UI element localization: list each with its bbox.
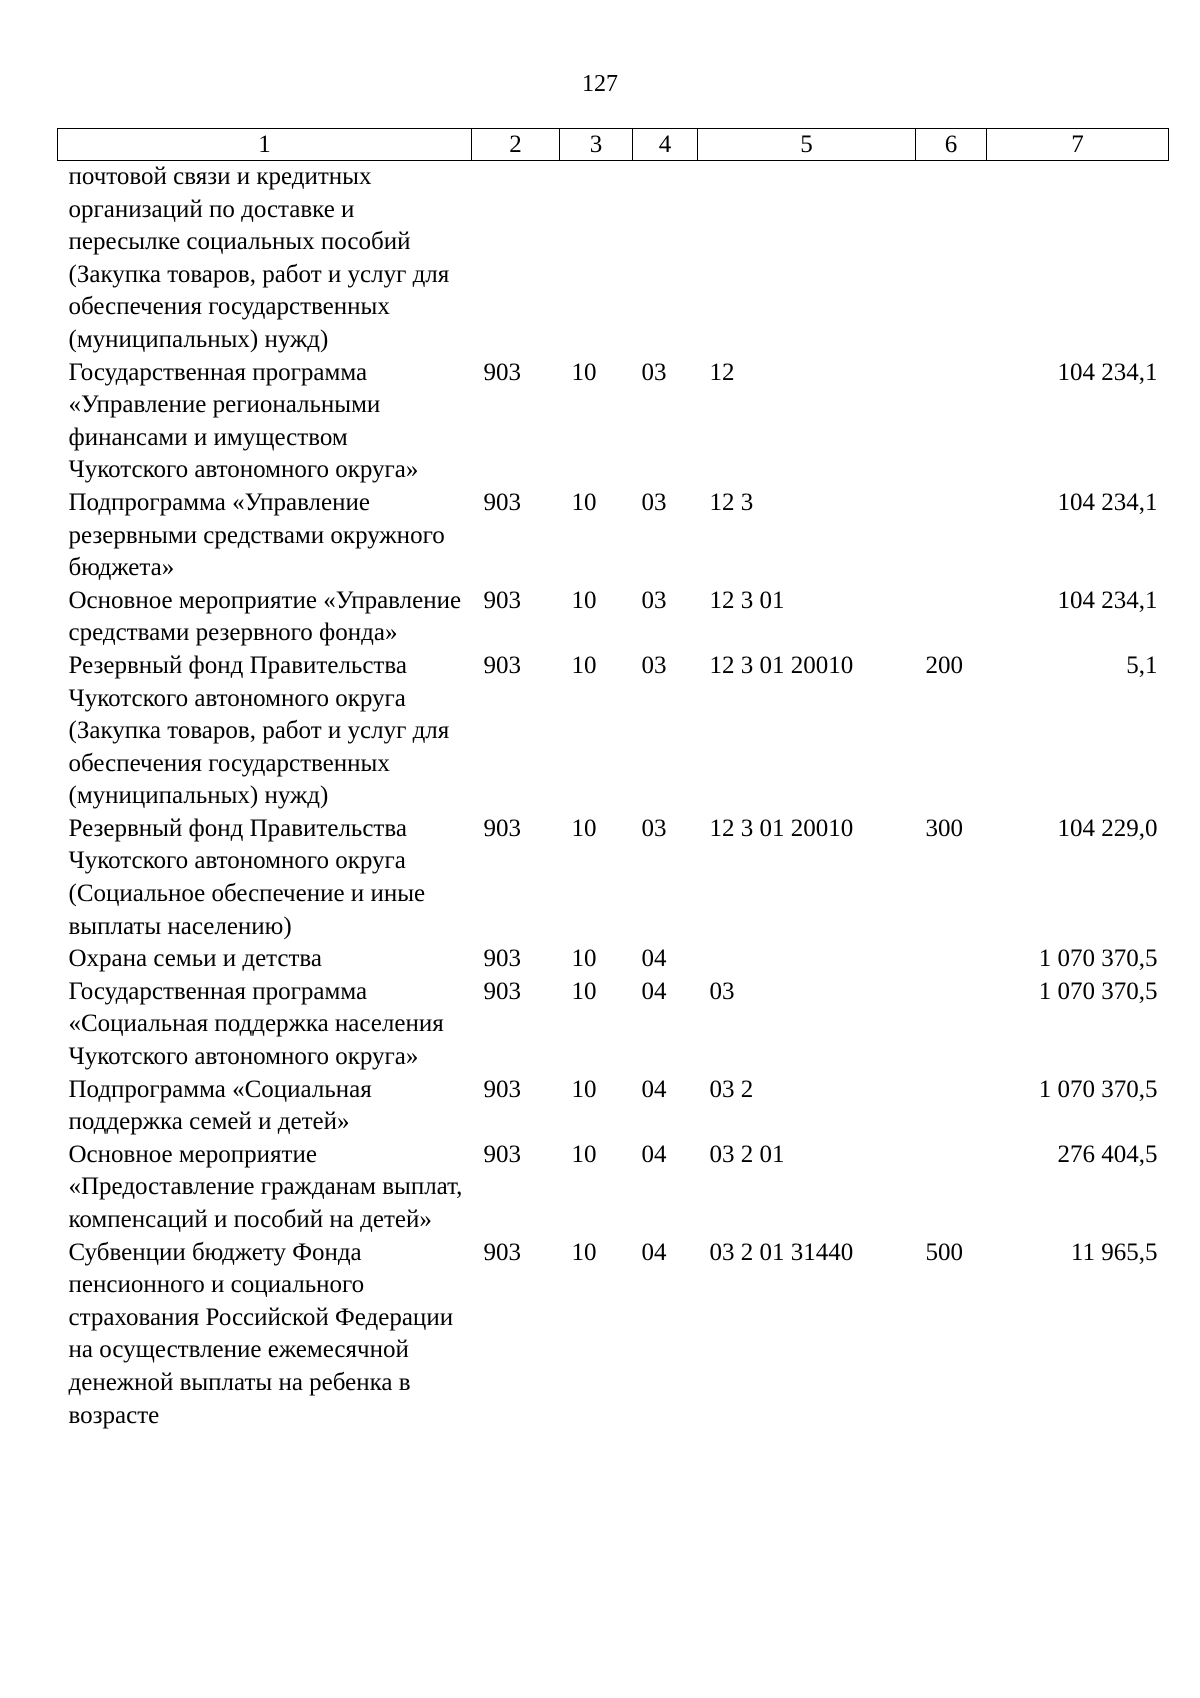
target-article-cell: 12 3 (709, 488, 754, 516)
table-row (58, 585, 1169, 650)
header-cell-4: 4 (633, 129, 698, 161)
expense-type-cell: 500 (925, 1238, 963, 1266)
grbs-cell: 903 (483, 1238, 521, 1266)
expense-type-cell (916, 1074, 987, 1139)
table-row (58, 976, 1169, 1074)
sum-cell: 104 234,1 (1057, 488, 1158, 516)
section-cell: 10 (571, 945, 597, 973)
row-name-cell: Подпрограмма «Управление резервными средствами окружного бюджета» (68, 488, 445, 582)
sum-cell: 104 234,1 (1057, 586, 1158, 614)
expense-type-cell (916, 585, 987, 650)
row-name-cell: Основное мероприятие «Управление средствами резервного фонда» (68, 586, 462, 647)
grbs-cell: 903 (483, 1140, 521, 1168)
table-row (58, 813, 1169, 943)
table-row (58, 357, 1169, 487)
header-cell-3: 3 (560, 129, 633, 161)
row-name-cell: Резервный фонд Правительства Чукотского автономного округа (Закупка товаров, работ и услуг для обеспечения государственных (муниципальных) нужд) (68, 651, 450, 810)
grbs-cell: 903 (483, 1075, 521, 1103)
sum-cell: 276 404,5 (1057, 1140, 1158, 1168)
grbs-cell: 903 (483, 814, 521, 842)
header-cell-2: 2 (472, 129, 560, 161)
table-row (58, 943, 1169, 976)
expense-type-cell (916, 943, 987, 976)
grbs-cell (472, 161, 560, 357)
page-number: 127 (582, 71, 618, 97)
subsection-cell: 04 (641, 977, 667, 1005)
subsection-cell: 03 (641, 814, 667, 842)
grbs-cell: 903 (483, 945, 521, 973)
grbs-cell: 903 (483, 358, 521, 386)
expense-type-cell (916, 976, 987, 1074)
row-name-cell: Основное мероприятие «Предоставление гражданам выплат, компенсаций и пособий на детей» (68, 1140, 463, 1233)
budget-table (57, 128, 1169, 1432)
section-cell: 10 (571, 1075, 597, 1103)
row-name-cell: Государственная программа «Управление региональными финансами и имуществом Чукотского автономного округа» (68, 358, 419, 484)
target-article-cell (698, 943, 916, 976)
expense-type-cell (916, 487, 987, 585)
header-cell-6: 6 (916, 129, 987, 161)
section-cell (560, 161, 633, 357)
grbs-cell: 903 (483, 651, 521, 679)
sum-cell: 11 965,5 (1070, 1238, 1158, 1266)
section-cell: 10 (571, 1238, 597, 1266)
target-article-cell: 03 2 01 (709, 1140, 785, 1168)
subsection-cell: 03 (641, 651, 667, 679)
table-row (58, 1074, 1169, 1139)
target-article-cell: 12 (709, 358, 735, 386)
row-name-cell: Субвенции бюджету Фонда пенсионного и социального страхования Российской Федерации на осуществление ежемесячной денежной выплаты на ребенка в возрасте (68, 1238, 454, 1429)
section-cell: 10 (571, 488, 597, 516)
subsection-cell: 03 (641, 586, 667, 614)
subsection-cell: 04 (641, 1075, 667, 1103)
subsection-cell (633, 161, 698, 357)
subsection-cell: 04 (641, 1140, 667, 1168)
table-row (58, 650, 1169, 813)
subsection-cell: 03 (641, 488, 667, 516)
section-cell: 10 (571, 651, 597, 679)
target-article-cell: 12 3 01 20010 (709, 651, 854, 679)
row-name-cell: Подпрограмма «Социальная поддержка семей и детей» (68, 1075, 372, 1136)
table-body (58, 161, 1169, 1433)
sum-cell: 104 229,0 (1057, 814, 1158, 842)
header-cell-1: 1 (58, 129, 472, 161)
section-cell: 10 (571, 977, 597, 1005)
grbs-cell: 903 (483, 488, 521, 516)
table-header (58, 129, 1169, 161)
subsection-cell: 03 (641, 358, 667, 386)
expense-type-cell (916, 161, 987, 357)
sum-cell: 1 070 370,5 (1038, 977, 1158, 1005)
row-name-cell: Резервный фонд Правительства Чукотского автономного округа (Социальное обеспечение и иные выплаты населению) (68, 814, 426, 940)
table-row (58, 487, 1169, 585)
row-name-cell: Государственная программа «Социальная поддержка населения Чукотского автономного округа» (68, 977, 444, 1071)
expense-type-cell (916, 357, 987, 487)
row-name-cell: почтовой связи и кредитных организаций по доставке и пересылке социальных пособий (Закупка товаров, работ и услуг для обеспечения государственных (муниципальных) нужд) (68, 163, 450, 353)
table-row (58, 161, 1169, 357)
target-article-cell: 03 2 01 31440 (709, 1238, 854, 1266)
section-cell: 10 (571, 358, 597, 386)
row-name-cell: Охрана семьи и детства (68, 945, 322, 973)
subsection-cell: 04 (641, 945, 667, 973)
target-article-cell: 12 3 01 20010 (709, 814, 854, 842)
sum-cell: 5,1 (1126, 651, 1158, 679)
header-cell-5: 5 (698, 129, 916, 161)
sum-cell: 1 070 370,5 (1038, 1075, 1158, 1103)
target-article-cell: 03 2 (709, 1075, 754, 1103)
expense-type-cell (916, 1139, 987, 1237)
section-cell: 10 (571, 814, 597, 842)
header-cell-7: 7 (987, 129, 1169, 161)
expense-type-cell: 300 (925, 814, 963, 842)
header-row (58, 129, 1169, 161)
grbs-cell: 903 (483, 977, 521, 1005)
grbs-cell: 903 (483, 586, 521, 614)
table-row (58, 1139, 1169, 1237)
expense-type-cell: 200 (925, 651, 963, 679)
target-article-cell: 12 3 01 (709, 586, 785, 614)
section-cell: 10 (571, 1140, 597, 1168)
subsection-cell: 04 (641, 1238, 667, 1266)
sum-cell: 104 234,1 (1057, 358, 1158, 386)
section-cell: 10 (571, 586, 597, 614)
sum-cell: 1 070 370,5 (1038, 945, 1158, 973)
table-row (58, 1237, 1169, 1433)
sum-cell (987, 161, 1169, 357)
target-article-cell (698, 161, 916, 357)
target-article-cell: 03 (709, 977, 735, 1005)
